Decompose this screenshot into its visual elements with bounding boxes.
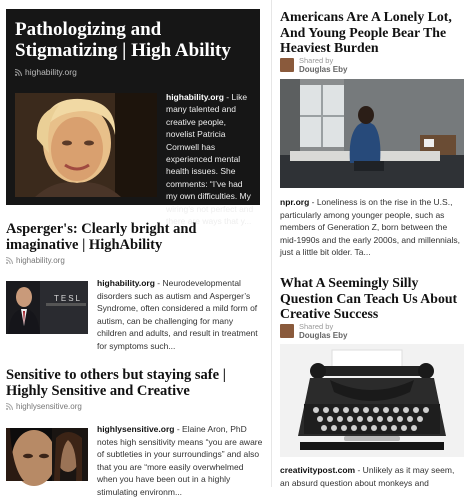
story-desc-source[interactable]: highlysensitive.org <box>97 424 175 434</box>
story-desc-source[interactable]: creativitypost.com <box>280 465 356 475</box>
story-card[interactable] <box>6 221 264 351</box>
featured-story-image[interactable] <box>15 93 157 197</box>
story-description <box>280 196 466 259</box>
story-source[interactable] <box>6 402 264 411</box>
story-desc-source[interactable]: npr.org <box>280 197 310 207</box>
featured-story-description <box>166 91 254 227</box>
story-description <box>97 277 264 353</box>
story-source-label: highlysensitive.org <box>16 402 82 411</box>
story-desc-text: - Elaine Aron, PhD notes high sensitivity means “you are aware of subtleties in your surroundings” and also that you are “more easily overwhelmed when you have been out in a highly stimulating environm... <box>97 424 263 497</box>
story-image[interactable] <box>280 79 464 188</box>
featured-story-source-label: highability.org <box>25 67 77 77</box>
story-title[interactable]: Asperger's: Clearly bright and imaginative | HighAbility <box>6 221 197 253</box>
story-image[interactable] <box>280 344 464 457</box>
featured-story-source[interactable] <box>15 67 77 77</box>
story-thumbnail[interactable] <box>6 281 88 334</box>
story-thumbnail[interactable] <box>6 428 88 481</box>
shared-by-name[interactable]: Douglas Eby <box>299 65 348 74</box>
featured-story-title[interactable]: Pathologizing and Stigmatizing | High Ability <box>15 19 231 61</box>
shared-by-name[interactable]: Douglas Eby <box>299 331 348 340</box>
story-desc-source[interactable]: highability.org <box>97 278 155 288</box>
story-title[interactable]: Sensitive to others but staying safe | Highly Sensitive and Creative <box>6 367 226 399</box>
story-description <box>97 423 264 499</box>
rss-icon <box>15 69 22 76</box>
avatar[interactable] <box>280 324 294 338</box>
story-thumbnail-text: TESL <box>54 294 83 303</box>
shared-by-label: Shared by <box>299 56 334 65</box>
featured-story-desc-source[interactable]: highability.org <box>166 92 224 102</box>
shared-by[interactable] <box>280 322 460 340</box>
featured-story-card[interactable] <box>6 9 260 227</box>
story-desc-text: - Neurodevelopmental disorders such as autism and Asperger’s Syndrome, often considered a mild form of autism, can be challenging for many children and adults, and result in treatment for symptoms such... <box>97 278 258 351</box>
rss-icon <box>6 403 13 410</box>
shared-by-label: Shared by <box>299 322 334 331</box>
story-source-label: highability.org <box>16 256 65 265</box>
right-column <box>271 0 467 487</box>
rss-icon <box>6 257 13 264</box>
avatar[interactable] <box>280 58 294 72</box>
story-source[interactable] <box>6 256 264 265</box>
shared-by[interactable] <box>280 56 460 74</box>
story-card[interactable] <box>6 367 264 497</box>
story-title[interactable]: Americans Are A Lonely Lot, And Young People Bear The Heaviest Burden <box>280 9 452 55</box>
story-desc-text: - Unlikely as it may seem, an absurd question about monkeys and <box>280 465 455 488</box>
story-title[interactable]: What A Seemingly Silly Question Can Teach Us About Creative Success <box>280 275 458 321</box>
featured-story-desc-text: - Like many talented and creative people, novelist Patricia Cornwell has experienced mental health issues. She comments: “I’ve had my own difficulties. My wiring’s not perfect and there are ways that y... <box>166 92 254 227</box>
story-description <box>280 464 466 489</box>
story-desc-text: - Loneliness is on the rise in the U.S., particularly among younger people, such as members of Generation Z, born between the mid-1990s and the early 2000s, and millennials, just a little bit older. Ta... <box>280 197 461 258</box>
